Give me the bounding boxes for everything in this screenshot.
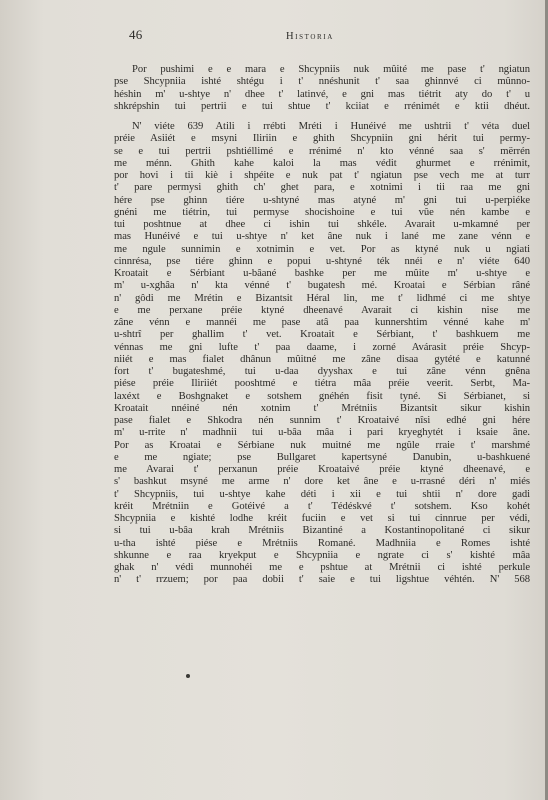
text-line: N' viéte 639 Atili i rrébti Mréti i Hunéivé me ushtrii t' véta duel	[132, 121, 530, 132]
body-text	[114, 64, 530, 595]
text-line: pse Shcypniia ishté shtégu i t' nnéshunit t' saa ghinnvé ci mûnno-	[114, 76, 530, 88]
text-line: gnéni me tiétrin, tui permyse shocishoine e tui vûe nén kambe e	[114, 206, 530, 218]
text-line: Por as Kroatai e Sérbiane nuk muitné me ngûle rraie t' marshmé	[114, 439, 530, 451]
text-line: e me ngiate; pse Bullgaret kapertsyné Danubin, u-bashkuené	[114, 451, 530, 463]
text-line: si tui u-bâa krah Mrétniis Bizantiné a Kostantinopolitané ci sikur	[114, 525, 530, 537]
text-line: m' u-rrite n' madhnii tui u-bâa mâa i pari kryeghytét i ksaie âne.	[114, 427, 530, 439]
text-line: n' t' rrzuem; por paa dobii t' saie e tui ligshtue véhtén. N' 568	[114, 574, 530, 586]
text-line: n' gôdi me Mrétin e Bizantsit Héral lin, me t' lidhmé ci me shtye	[114, 292, 530, 304]
text-line: piése préie Iliriiét pooshtmé e tiétra mâa préie veerit. Serbt, Ma-	[114, 378, 530, 390]
text-line: héshin m' u-shtye n' dhee t' latinvé, e gni mas tiétrit aty do t' u	[114, 88, 530, 100]
text-line: Por pushimi e e mara e Shcypniis nuk mûité me pase t' ngiatun	[132, 64, 530, 75]
text-line: préie Asiiét e msyni Iliriin e ghith Shcypniin gni hérit tui permy-	[114, 133, 530, 145]
text-line: mas Hunéivé e tui u-shtye n' ket âne nuk i lané me zane vénn e	[114, 231, 530, 243]
text-line: cinnrésa, pse tiére ghinn e popui u-shtyné ték nnéi e n' viéte 640	[114, 255, 530, 267]
text-line: hére pse ghinn tiére u-shtyné mas atyné m' gni tui u-perpiéke	[114, 194, 530, 206]
text-line: Kroatait nnéiné nén xotnim t' Mrétniis Bizantsit sikur kishin	[114, 402, 530, 414]
text-line: s' bashkut msyné me arme n' dore ket âne e u-rrasné déri n' miés	[114, 476, 530, 488]
text-line: vénnas me gni lufte t' paa daame, i zorné Avárasit préie Shcyp-	[114, 341, 530, 353]
text-line: t' pare permysi ghith ch' ghet para, e xotnimi i tii raa me gni	[114, 182, 530, 194]
paragraph-1	[114, 64, 530, 113]
text-line: zâne vénn e mannéi me pase atâ paa kunnershtim vénné kahe m'	[114, 317, 530, 328]
page-number: 46	[129, 27, 143, 42]
text-line: tui poshtnue at dhee ci ishin tui shkéle. Avarait u-mkamné per	[114, 219, 530, 230]
text-line: u-tha ishté piése e Mrétniis Romané. Madhniia e Romes ishté	[114, 537, 530, 549]
text-line: me ménn. Ghith kahe kaloi la mas védit ghurmet e rrénimit,	[114, 157, 530, 169]
text-line: me Avarai t' perxanun préie Kroataivé préie ktyné dheenavé, e	[114, 464, 530, 475]
text-line: por hovi i tii kiè i shpéite e nuk pat t' ngiatun pse vech me at turr	[114, 170, 530, 181]
text-line: ghak n' védi munnohéi me e pshtue at Mrétnii ci ishté perkule	[114, 562, 530, 573]
ink-dot-mark	[186, 674, 190, 678]
text-line: e me perxane préie ktyné dheenavé Avarait ci kishin nise me	[114, 304, 530, 316]
text-line: se e tui pertrii pshtiéllimé e rrénimé n' kto vénné saa s' mërrén	[114, 145, 530, 157]
text-line: fort t' bugateshmé, tui u-daa dyyshax e tui zâne vénn gnêna	[114, 366, 530, 377]
running-head: Historia	[286, 31, 334, 42]
text-line: shkrépshin tui pertrii e tui shtue t' kciiat e rrénimét e ktii dhéut.	[114, 100, 530, 112]
text-line: t' Shcypniis, tui u-shtye kahe déti i xii e tui shtii n' dore gadi	[114, 488, 530, 500]
text-line: me ngule sunnimin e xotnimin e vet. Por as ktyné nuk u ngiati	[114, 243, 530, 255]
text-line: Shcypniia e kishté lodhe kréit fuciin e vet si tui cinnrue per védi,	[114, 513, 530, 524]
text-line: m' u-xghâa n' kta vénné t' bugatesh mé. Kroatai e Sérbian râné	[114, 280, 530, 292]
text-line: shkunne e raa kryekput e Shcypniia e ngrate ci s' kishté mâa	[114, 549, 530, 561]
text-line: niiét e mas fialet dhânun mûitné me zâne disaa gytété e katunné	[114, 353, 530, 365]
text-line: u-shtrî per ghallim t' vet. Kroatait e Sérbiant, t' bashkuem me	[114, 329, 530, 341]
text-line: pase fialet e Shkodra nén sunnim t' Kroataivé nîsi edhé gni hére	[114, 415, 530, 426]
paragraph-2	[114, 121, 530, 587]
text-line: Kroatait e Sérbiant u-bâané bashke per me mûite m' u-shtye e	[114, 268, 530, 279]
text-line: kréit Mrétniin e Gotéivé a t' Tédéskvé t' sotshem. Kso kohét	[114, 500, 530, 512]
text-line: laxéxt e Boshgnaket e sotshem gnéhén fisit tyné. Si Sérbianet, si	[114, 390, 530, 402]
